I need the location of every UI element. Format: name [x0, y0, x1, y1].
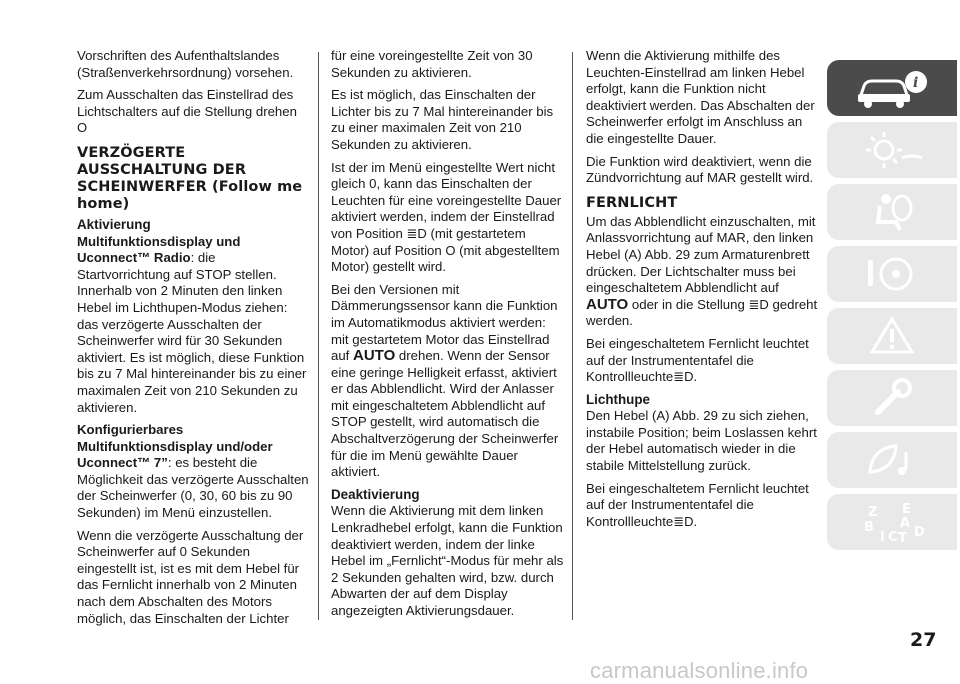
key-steering-icon [852, 252, 932, 296]
paragraph: Wenn die verzögerte Ausschaltung der Scheinwerfer auf 0 Sekunden eingestellt ist, ist es mit dem Hebel für das Fernlicht innerhalb von 2 Minuten nach dem Abschalten des Motors möglich, das Einschalten der Lichter [77, 527, 304, 626]
off-position-icon: O [77, 120, 88, 136]
index-letter: I [880, 530, 885, 544]
tab-emergency[interactable] [827, 308, 957, 364]
text-column-1 [77, 48, 311, 633]
paragraph: Ist der im Menü eingestellte Wert nicht gleich 0, kann das Einschalten der Leuchten für eine voreingestellte Dauer aktiviert werden, indem der Einstellrad von Position ≣D (mit gestartetem Motor) auf Position O (mit abgestelltem Motor) gestellt wird. [331, 159, 562, 275]
paragraph: Die Funktion wird deaktiviert, wenn die Zündvorrichtung auf MAR gestellt wird. [586, 153, 814, 186]
index-letter: C [888, 530, 898, 544]
tab-safety[interactable] [827, 184, 957, 240]
alphabet-index-icon [852, 500, 932, 544]
paragraph: für eine voreingestellte Zeit von 30 Sekunden zu aktivieren. [331, 48, 533, 80]
car-info-icon [852, 66, 932, 110]
text-column-2 [331, 48, 565, 626]
paragraph: Um das Abblendlicht einzuschalten, mit Anlassvorrichtung auf MAR, den linken Hebel (A) Abb. 29 zum Armaturenbrett drücken. Der Lichtschalter muss bei eingeschaltetem Abblendlicht auf AUTO oder in die Stellung ≣D gedreht werden. [586, 213, 818, 329]
paragraph: Den Hebel (A) Abb. 29 zu sich ziehen, instabile Position; beim Loslassen kehrt der Hebel automatisch wieder in die stabile Mittelstellung zurück. [586, 408, 817, 474]
tab-lights[interactable] [827, 122, 957, 178]
section-heading: VERZÖGERTE AUSSCHALTUNG DER SCHEINWERFER (Follow me home) [77, 144, 303, 212]
low-beam-icon: ≣D [406, 225, 427, 241]
paragraph: Bei eingeschaltetem Fernlicht leuchtet auf der Instrumententafel die Kontrollleuchte≣D. [586, 480, 809, 529]
low-beam-icon: ≣D [748, 296, 769, 312]
column-divider [572, 52, 573, 620]
light-sun-icon [852, 128, 932, 172]
subheading: Lichthupe [586, 391, 650, 407]
paragraph: Zum Ausschalten das Einstellrad des Lichtschalters auf die Stellung drehen O [77, 87, 297, 136]
auto-label: AUTO [353, 347, 396, 365]
page-number: 27 [910, 629, 937, 651]
high-beam-icon: ≣D [673, 369, 694, 385]
auto-label: AUTO [586, 295, 629, 313]
paragraph: Wenn die Aktivierung mit dem linken Lenkradhebel erfolgt, kann die Funktion deaktiviert werden, indem der linke Hebel im „Fernlicht“-Modus für mehr als 2 Sekunden gehalten wird, bzw. durch Abwarten der auf dem Display angezeigten Aktivierungsdauer. [331, 503, 564, 618]
section-heading: FERNLICHT [586, 194, 678, 211]
tab-maintenance[interactable] [827, 370, 957, 426]
airbag-seat-icon [852, 190, 932, 234]
tab-index[interactable] [827, 494, 957, 550]
index-letter: B [864, 520, 874, 535]
index-letter: E [902, 502, 911, 517]
subheading: Aktivierung [77, 216, 151, 232]
warning-triangle-icon [852, 314, 932, 358]
watermark: carmanualsonline.info [590, 658, 809, 683]
chapter-tabs [827, 60, 957, 556]
index-letter: Z [868, 505, 878, 520]
text-column-3 [586, 48, 820, 536]
tab-multimedia[interactable] [827, 432, 957, 488]
index-letter: A [900, 516, 911, 531]
paragraph: Vorschriften des Aufenthaltslandes (Straßenverkehrsordnung) vorsehen. [77, 48, 294, 80]
tab-car-info[interactable] [827, 60, 957, 116]
paragraph: Bei den Versionen mit Dämmerungssensor kann die Funktion im Automatikmodus aktiviert werden: mit gestartetem Motor das Einstellrad auf AUTO drehen. Wenn der Sensor eine geringe Helligkeit erfasst, aktiviert er das Abblendlicht. Wird der Anlasser mit eingeschaltetem Abblendlicht auf STOP gestellt, wird automatisch die Abschaltverzögerung der Scheinwerfer für die im Menü gewählte Dauer aktiviert. [331, 281, 559, 480]
index-letter: D [914, 525, 925, 540]
index-letter: T [898, 531, 907, 544]
leaf-music-icon [852, 438, 932, 482]
paragraph: Wenn die Aktivierung mithilfe des Leuchten-Einstellrad am linken Hebel erfolgt, kann die Funktion nicht deaktiviert werden. Das Abschalten der Scheinwerfer erfolgt im Anschluss an die eingestellte Dauer. [586, 48, 815, 146]
subheading: Deaktivierung [331, 486, 420, 502]
high-beam-icon: ≣D [673, 513, 694, 529]
column-divider [318, 52, 319, 620]
tab-starting[interactable] [827, 246, 957, 302]
off-position-icon: O [445, 242, 456, 258]
paragraph: Bei eingeschaltetem Fernlicht leuchtet auf der Instrumententafel die Kontrollleuchte≣D. [586, 335, 809, 385]
wrench-icon [852, 376, 932, 420]
paragraph: Es ist möglich, das Einschalten der Lichter bis zu 7 Mal hintereinander bis zu einer maximalen Zeit von 210 Sekunden zu aktivieren. [331, 87, 554, 152]
svg-text:i: i [913, 75, 919, 91]
paragraph: Multifunktionsdisplay und Uconnect™ Radio: die Startvorrichtung auf STOP stellen. Innerhalb von 2 Minuten den linken Hebel im Lichthupen-Modus ziehen: das verzögerte Ausschalten der Scheinwerfer wird für 30 Sekunden aktiviert. Es ist möglich, diese Funktion bis zu 7 Mal hintereinander bis zu einer maximalen Zeit von 210 Sekunden zu aktivieren. [77, 233, 307, 415]
paragraph: Konfigurierbares Multifunktionsdisplay und/oder Uconnect™ 7”: es besteht die Möglichkeit das verzögerte Ausschalten der Scheinwerfer (0, 30, 60 bis zu 90 Sekunden) im Menü einzustellen. [77, 422, 309, 521]
